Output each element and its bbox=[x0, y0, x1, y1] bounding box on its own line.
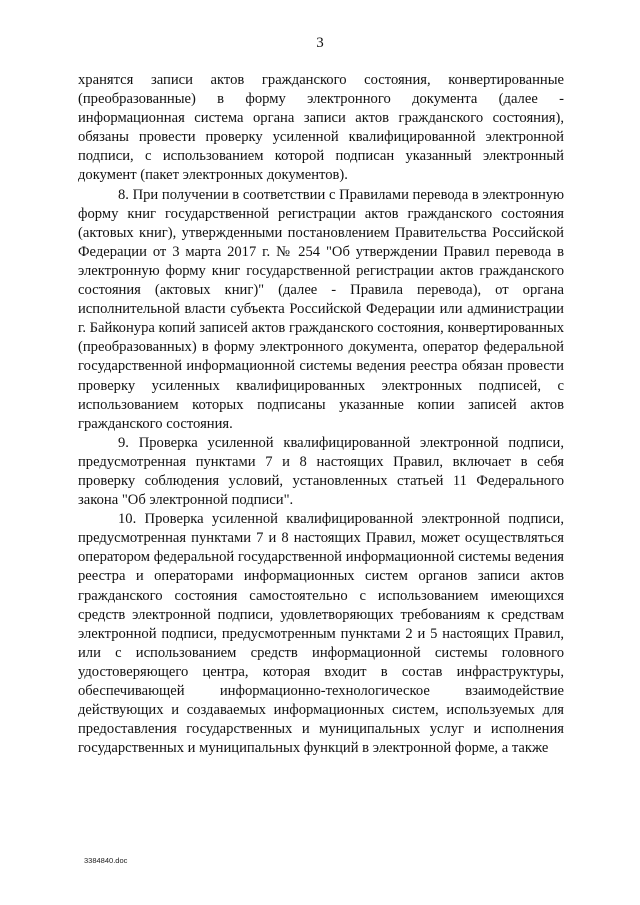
paragraph-item-8: 8. При получении в соответствии с Правилами перевода в электронную форму книг государственной регистрации актов гражданского состояния (актовых книг), утвержденными постановлением Правительства Российской Федерации от 3 марта 2017 г. № 254 "Об утверждении Правил перевода в электронную форму книг государственной регистрации актов гражданского состояния (актовых книг)" (далее - Правила перевода), от органа исполнительной власти субъекта Российской Федерации или администрации г. Байконура копий записей актов гражданского состояния, конвертированных (преобразованных) в форму электронного документа, оператор федеральной государственной информационной системы ведения реестра обязан провести проверку усиленных квалифицированных электронных подписей, с использованием которых подписаны указанные копии записей актов гражданского состояния. bbox=[78, 186, 564, 432]
paragraph-continuation: хранятся записи актов гражданского состояния, конвертированные (преобразованные) в форму электронного документа (далее - информационная система органа записи актов гражданского состояния), обязаны провести проверку усиленной квалифицированной электронной подписи, с использованием которой подписан указанный электронный документ (пакет электронных документов). bbox=[78, 72, 564, 184]
paragraph-item-9: 9. Проверка усиленной квалифицированной электронной подписи, предусмотренная пунктами 7 и 8 настоящих Правил, включает в себя проверку соблюдения условий, установленных статьей 11 Федерального закона "Об электронной подписи". bbox=[78, 434, 564, 509]
footer-file-code: 3384840.doc bbox=[84, 856, 128, 865]
page-number: 3 bbox=[316, 35, 324, 51]
paragraph-item-10: 10. Проверка усиленной квалифицированной электронной подписи, предусмотренная пунктами 7 и 8 настоящих Правил, может осуществляться оператором федеральной государственной информационной системы ведения реестра и операторами информационных систем органов записи актов гражданского состояния самостоятельно с использованием имеющихся средств электронной подписи, удовлетворяющих требованиям к средствам электронной подписи, предусмотренным пунктами 2 и 5 настоящих Правил, или с использованием средств информационной системы головного удостоверяющего центра, которая входит в состав инфраструктуры, обеспечивающей информационно-технологическое взаимодействие действующих и создаваемых информационных систем, используемых для предоставления государственных и муниципальных услуг и исполнения государственных и муниципальных функций в электронной форме, а также bbox=[78, 511, 564, 757]
document-body bbox=[78, 71, 564, 758]
